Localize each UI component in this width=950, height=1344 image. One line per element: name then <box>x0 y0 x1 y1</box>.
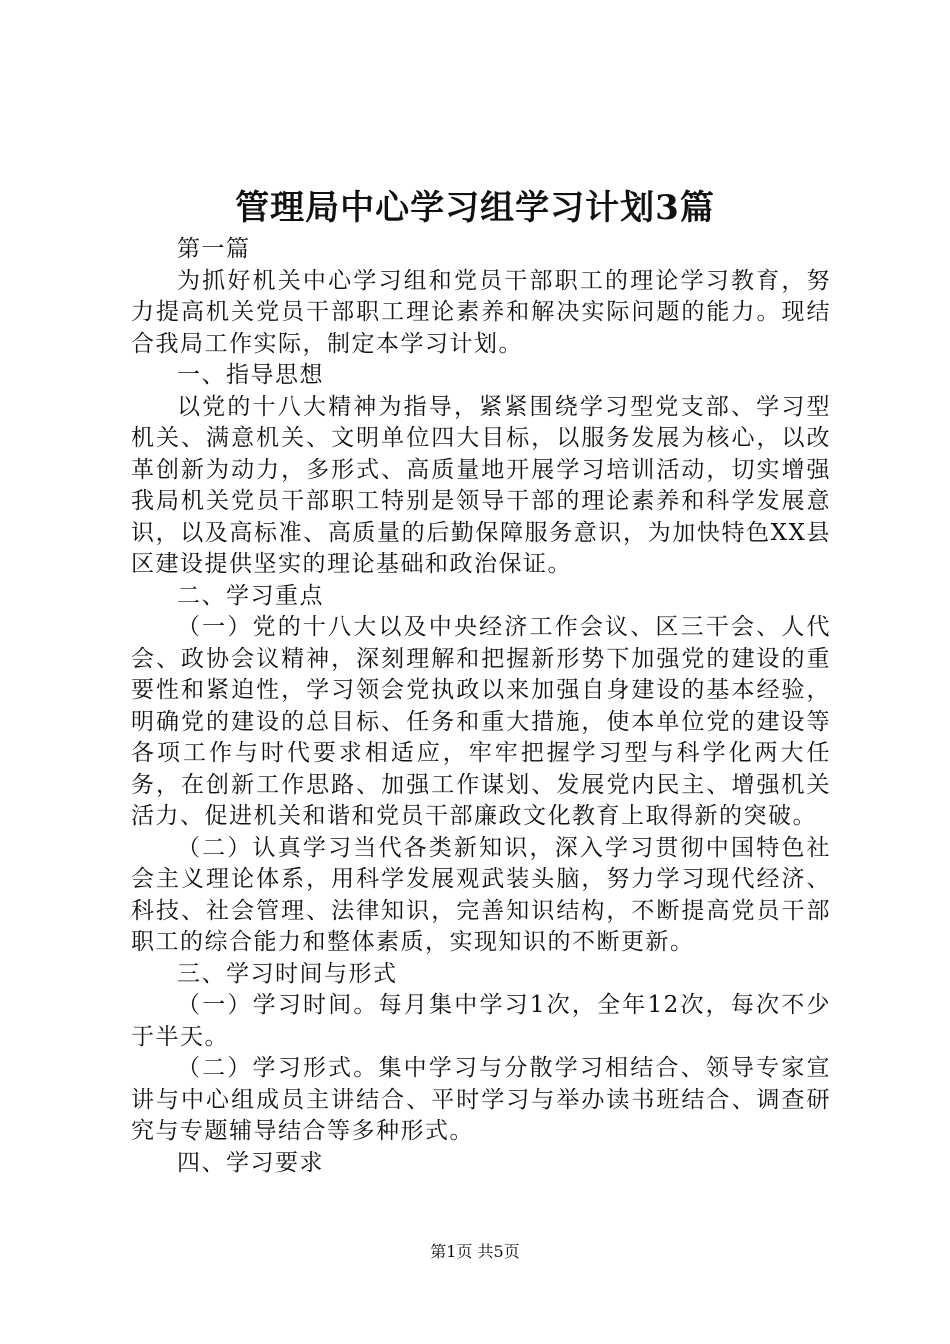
heading-time-and-form: 三、学习时间与形式 <box>177 960 398 987</box>
paragraph-study-time: （一）学习时间。每月集中学习1次，全年12次，每次不少于半天。 <box>131 992 831 1050</box>
document-title: 管理局中心学习组学习计划3篇 <box>235 188 715 228</box>
paragraph-study-focus-1: （一）党的十八大以及中央经济工作会议、区三干会、人代会、政协会议精神，深刻理解和把握新形势下加强党的建设的重要性和紧迫性，学习领会党执政以来加强自身建设的基本经验，明确党的建设的总目标、任务和重大措施，使本单位党的建设等各项工作与时代要求相适应，牢牢把握学习型与科学化两大任务，在创新工作思路、加强工作谋划、发展党内民主、增强机关活力、促进机关和谐和党员干部廉政文化教育上取得新的突破。 <box>131 614 831 829</box>
intro-paragraph: 为抓好机关中心学习组和党员干部职工的理论学习教育，努力提高机关党员干部职工理论素养和解决实际问题的能力。现结合我局工作实际，制定本学习计划。 <box>131 267 831 357</box>
heading-study-focus: 二、学习重点 <box>177 582 324 609</box>
section-label: 第一篇 <box>177 236 251 262</box>
paragraph-study-focus-2: （二）认真学习当代各类新知识，深入学习贯彻中国特色社会主义理论体系，用科学发展观武装头脑，努力学习现代经济、科技、社会管理、法律知识，完善知识结构，不断提高党员干部职工的综合能力和整体素质，实现知识的不断更新。 <box>131 834 831 955</box>
document-body <box>131 234 831 1179</box>
heading-study-requirements: 四、学习要求 <box>177 1149 324 1176</box>
paragraph-study-form: （二）学习形式。集中学习与分散学习相结合、领导专家宣讲与中心组成员主讲结合、平时学习与举办读书班结合、调查研究与专题辅导结合等多种形式。 <box>131 1055 831 1144</box>
paragraph-guiding-thought: 以党的十八大精神为指导，紧紧围绕学习型党支部、学习型机关、满意机关、文明单位四大目标，以服务发展为核心，以改革创新为动力，多形式、高质量地开展学习培训活动，切实增强我局机关党员干部职工特别是领导干部的理论素养和科学发展意识，以及高标准、高质量的后勤保障服务意识，为加快特色XX县区建设提供坚实的理论基础和政治保证。 <box>131 393 831 577</box>
page-number-footer: 第1页 共5页 <box>430 1242 520 1261</box>
heading-guiding-thought: 一、指导思想 <box>177 362 324 388</box>
